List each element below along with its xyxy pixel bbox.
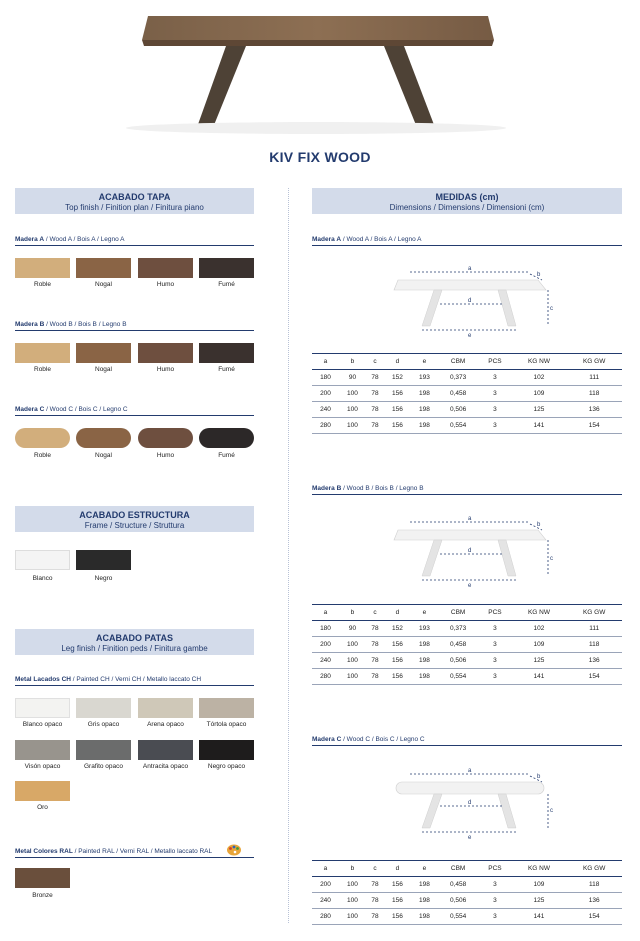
- swatch-label: Humo: [156, 281, 175, 288]
- col-header: KG NW: [512, 605, 567, 621]
- swatch-label: Roble: [34, 366, 51, 373]
- swatch-label: Tórtola opaco: [206, 721, 247, 728]
- legs-finish-header: [15, 629, 254, 655]
- table-row: 280 100 78 156 198 0,554 3 141 154: [312, 909, 622, 925]
- col-header: a: [312, 354, 339, 370]
- swatch-wood-b-humo[interactable]: [138, 343, 193, 363]
- dimensions-table-c: [312, 860, 622, 925]
- swatch-label: Negro: [94, 575, 113, 582]
- wood-c-label: Madera C / Wood C / Bois C / Legno C: [15, 406, 254, 416]
- swatch-label: Gris opaco: [87, 721, 120, 728]
- svg-text:c: c: [550, 306, 553, 312]
- col-header: KG GW: [566, 354, 622, 370]
- dimensions-table-b: [312, 604, 622, 685]
- wood-a-label: Madera A / Wood A / Bois A / Legno A: [15, 236, 254, 246]
- dimensions-header: [312, 188, 622, 214]
- col-header: e: [411, 605, 438, 621]
- frame-finish-title: ACABADO ESTRUCTURA: [79, 510, 190, 520]
- svg-text:c: c: [550, 808, 553, 814]
- col-header: CBM: [438, 861, 478, 877]
- frame-finish-header: [15, 506, 254, 532]
- table-row: 180 90 78 152 193 0,373 3 102 111: [312, 370, 622, 386]
- col-header: c: [366, 605, 384, 621]
- swatch-label: Nogal: [95, 366, 112, 373]
- table-row: 200 100 78 156 198 0,458 3 109 118: [312, 637, 622, 653]
- frame-finish-subtitle: Frame / Structure / Struttura: [84, 521, 185, 530]
- swatch-leg-antracita-opaco[interactable]: [138, 740, 193, 760]
- col-header: b: [339, 354, 366, 370]
- swatch-leg-gris-opaco[interactable]: [76, 698, 131, 718]
- col-header: d: [384, 354, 411, 370]
- swatch-label: Arena opaco: [147, 721, 184, 728]
- dimension-diagram-c: [390, 766, 560, 846]
- table-header-row: [312, 354, 622, 370]
- col-header: d: [384, 605, 411, 621]
- swatch-label: Roble: [34, 281, 51, 288]
- swatch-wood-b-nogal[interactable]: [76, 343, 131, 363]
- swatch-wood-c-fume[interactable]: [199, 428, 254, 448]
- dimension-diagram-b: [390, 514, 560, 594]
- table-row: 200 100 78 156 198 0,458 3 109 118: [312, 386, 622, 402]
- svg-text:a: a: [468, 516, 472, 522]
- dimensions-subtitle: Dimensions / Dimensions / Dimensioni (cm): [389, 203, 545, 212]
- svg-text:a: a: [468, 266, 472, 272]
- swatch-label: Negro opaco: [207, 763, 246, 770]
- swatch-label: Fumé: [218, 366, 235, 373]
- swatch-wood-c-roble[interactable]: [15, 428, 70, 448]
- dim-wood-b-label: Madera B / Wood B / Bois B / Legno B: [312, 485, 622, 495]
- swatch-label: Blanco opaco: [22, 721, 63, 728]
- dimension-diagram-a: [390, 264, 560, 344]
- swatch-label: Roble: [34, 452, 51, 459]
- table-row: 240 100 78 156 198 0,506 3 125 136: [312, 653, 622, 669]
- svg-text:b: b: [537, 522, 541, 528]
- col-header: KG GW: [566, 605, 622, 621]
- col-header: b: [339, 861, 366, 877]
- col-header: e: [411, 354, 438, 370]
- swatch-frame-negro[interactable]: [76, 550, 131, 570]
- col-header: d: [384, 861, 411, 877]
- swatch-wood-c-humo[interactable]: [138, 428, 193, 448]
- table-header-row: [312, 861, 622, 877]
- swatch-wood-b-fume[interactable]: [199, 343, 254, 363]
- top-finish-header: [15, 188, 254, 214]
- table-row: 240 100 78 156 198 0,506 3 125 136: [312, 402, 622, 418]
- svg-text:b: b: [537, 774, 541, 780]
- col-header: c: [366, 354, 384, 370]
- svg-text:e: e: [468, 583, 472, 589]
- svg-text:a: a: [468, 768, 472, 774]
- top-finish-title: ACABADO TAPA: [98, 192, 171, 202]
- top-finish-subtitle: Top finish / Finition plan / Finitura piano: [65, 203, 204, 212]
- table-row: 280 100 78 156 198 0,554 3 141 154: [312, 669, 622, 685]
- swatch-leg-bronze[interactable]: [15, 868, 70, 888]
- col-header: PCS: [478, 354, 511, 370]
- swatch-label: Grafito opaco: [83, 763, 124, 770]
- swatch-label: Antracita opaco: [142, 763, 189, 770]
- svg-text:d: d: [468, 548, 472, 554]
- swatch-leg-tortola-opaco[interactable]: [199, 698, 254, 718]
- dimensions-title: MEDIDAS (cm): [435, 192, 499, 202]
- col-header: c: [366, 861, 384, 877]
- legs-finish-title: ACABADO PATAS: [96, 633, 173, 643]
- swatch-label: Visón opaco: [24, 763, 61, 770]
- swatch-label: Humo: [156, 366, 175, 373]
- swatch-wood-c-nogal[interactable]: [76, 428, 131, 448]
- svg-text:c: c: [550, 556, 553, 562]
- swatch-label: Bronze: [32, 892, 53, 899]
- col-header: CBM: [438, 605, 478, 621]
- wood-b-label: Madera B / Wood B / Bois B / Legno B: [15, 321, 254, 331]
- swatch-wood-a-roble[interactable]: [15, 258, 70, 278]
- swatch-wood-a-nogal[interactable]: [76, 258, 131, 278]
- color-palette-icon: [226, 842, 242, 856]
- swatch-leg-blanco-opaco[interactable]: [15, 698, 70, 718]
- swatch-leg-negro-opaco[interactable]: [199, 740, 254, 760]
- svg-text:d: d: [468, 298, 472, 304]
- svg-text:e: e: [468, 333, 472, 339]
- dim-wood-a-label: Madera A / Wood A / Bois A / Legno A: [312, 236, 622, 246]
- swatch-leg-vison-opaco[interactable]: [15, 740, 70, 760]
- col-header: PCS: [478, 605, 511, 621]
- svg-text:d: d: [468, 800, 472, 806]
- swatch-label: Blanco: [32, 575, 53, 582]
- ral-label: Metal Colores RAL / Painted RAL / Verni RAL / Metallo laccato RAL: [15, 848, 254, 858]
- dimensions-table-a: [312, 353, 622, 434]
- table-row: 180 90 78 152 193 0,373 3 102 111: [312, 621, 622, 637]
- col-header: KG GW: [566, 861, 622, 877]
- column-divider: [288, 188, 289, 923]
- col-header: CBM: [438, 354, 478, 370]
- swatch-wood-a-humo[interactable]: [138, 258, 193, 278]
- col-header: e: [411, 861, 438, 877]
- swatch-leg-grafito-opaco[interactable]: [76, 740, 131, 760]
- col-header: KG NW: [512, 861, 567, 877]
- swatch-wood-b-roble[interactable]: [15, 343, 70, 363]
- svg-text:b: b: [537, 272, 541, 278]
- swatch-wood-a-fume[interactable]: [199, 258, 254, 278]
- product-image: [0, 0, 640, 140]
- table-row: 280 100 78 156 198 0,554 3 141 154: [312, 418, 622, 434]
- table-row: 200 100 78 156 198 0,458 3 109 118: [312, 877, 622, 893]
- swatch-label: Fumé: [218, 452, 235, 459]
- col-header: a: [312, 605, 339, 621]
- swatch-leg-oro[interactable]: [15, 781, 70, 801]
- swatch-frame-blanco[interactable]: [15, 550, 70, 570]
- swatch-label: Nogal: [95, 452, 112, 459]
- col-header: KG NW: [512, 354, 567, 370]
- swatch-label: Nogal: [95, 281, 112, 288]
- swatch-leg-arena-opaco[interactable]: [138, 698, 193, 718]
- dim-wood-c-label: Madera C / Wood C / Bois C / Legno C: [312, 736, 622, 746]
- col-header: PCS: [478, 861, 511, 877]
- swatch-label: Humo: [156, 452, 175, 459]
- swatch-label: Oro: [37, 804, 48, 811]
- lacquered-label: Metal Lacados CH / Painted CH / Verni CH / Metallo laccato CH: [15, 676, 254, 686]
- swatch-label: Fumé: [218, 281, 235, 288]
- legs-finish-subtitle: Leg finish / Finition peds / Finitura gambe: [61, 644, 208, 653]
- product-title: KIV FIX WOOD: [269, 149, 371, 165]
- table-header-row: [312, 605, 622, 621]
- col-header: a: [312, 861, 339, 877]
- col-header: b: [339, 605, 366, 621]
- svg-text:e: e: [468, 835, 472, 841]
- table-row: 240 100 78 156 198 0,506 3 125 136: [312, 893, 622, 909]
